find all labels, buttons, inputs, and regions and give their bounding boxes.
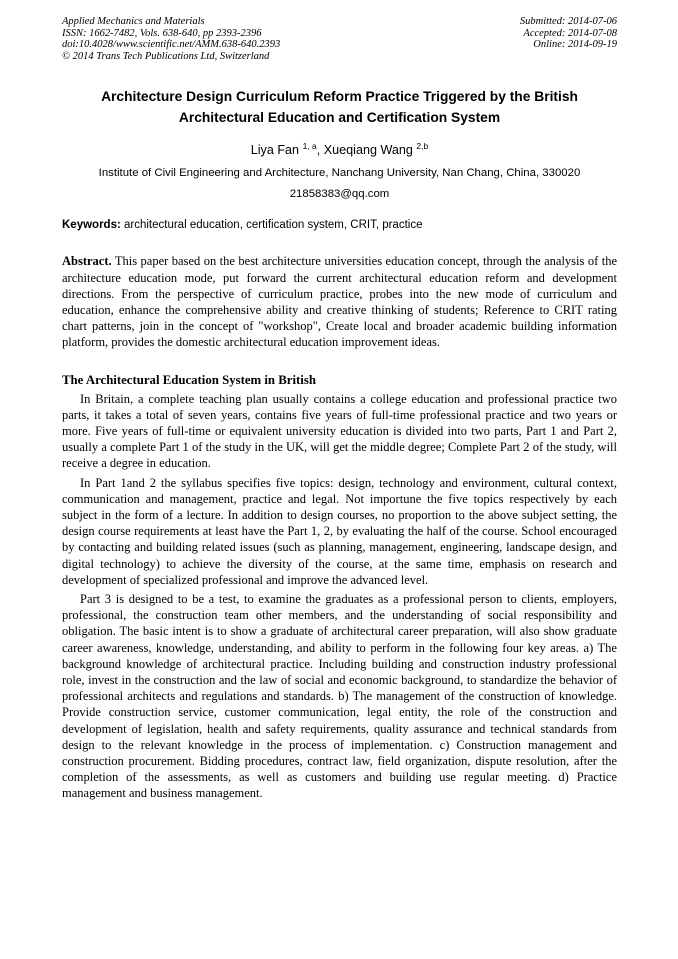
journal-issn: ISSN: 1662-7482, Vols. 638-640, pp 2393-2396 [62, 27, 262, 39]
online-date: Online: 2014-09-19 [533, 39, 617, 51]
abstract-text: This paper based on the best architecture universities education concept, through the analysis of the architecture education mode, put forward the current architectural education reform and development directions. From the perspective of curriculum practice, probes into the new mode of curriculum and education, enhance the comprehensive ability and creative thinking of students; Reference to CRIT rating chart patterns, join in the concept of "workshop", Create local and broader academic building information platform, provides the domestic architectural education improvement ideas. [62, 254, 617, 350]
affiliation-line: Institute of Civil Engineering and Architecture, Nanchang University, Nan Chang, China, 330020 [98, 167, 581, 180]
author-1-superscript: 1, a [302, 141, 317, 152]
abstract-label: Abstract. [62, 254, 112, 269]
accepted-date: Accepted: 2014-07-08 [523, 27, 617, 39]
journal-title: Applied Mechanics and Materials [62, 16, 205, 27]
authors-line [62, 143, 617, 157]
keywords-label: Keywords: [62, 219, 121, 232]
section-heading: The Architectural Education System in British [62, 372, 316, 387]
journal-info [62, 16, 280, 62]
abstract-paragraph [62, 253, 617, 350]
page-header [62, 16, 617, 62]
submitted-date: Submitted: 2014-07-06 [519, 16, 617, 27]
author-separator: , [316, 143, 324, 158]
journal-copyright: © 2014 Trans Tech Publications Ltd, Switzerland [62, 50, 270, 62]
author-1: Liya Fan [250, 143, 303, 158]
journal-doi: doi:10.4028/www.scientific.net/AMM.638-640.2393 [62, 39, 281, 51]
submission-dates [520, 16, 617, 62]
author-2: Xueqiang Wang [323, 143, 417, 158]
body-paragraph-1: In Britain, a complete teaching plan usually contains a college education and professional practice two parts, it takes a total of seven years, contains five years of full-time professional practice and two years or more. Five years of full-time or equivalent university education is divided into two parts, Part 1 and Part 2, usually a complete Part 1 of the study in the UK, will get the middle degree; Complete Part 2 of the study, will receive a degree in education. [62, 391, 617, 471]
keywords-text: architectural education, certification system, CRIT, practice [120, 219, 423, 232]
body-paragraph-2: In Part 1and 2 the syllabus specifies five topics: design, technology and environment, cultural context, communication and management, practice and legal. Not importune the five topics respectively by each subject in the form of a lecture. In addition to design courses, no proportion to the above subject setting, the design course requirements at least have the Part 1, 2, by evaluating the half of the course. School encouraged by contacting and building related issues (such as planning, management, engineering, landscape design, and digital technology) to achieve the diversity of the course, at the same time, emphasis on research and development of specialized professional and improve the advanced level. [62, 475, 617, 587]
body-paragraph-3: Part 3 is designed to be a test, to examine the graduates as a professional person to clients, employers, professional, the construction team other members, and the understanding of social responsibility and obligation. The basic intent is to show a graduate of architectural career preparation, will also show graduate career awareness, knowledge, understanding, and ability to perform in the following four key areas. a) The background knowledge of architectural practice. Including building and construction industry professional role, invest in the construction and the law of social and economic background, to standardize the behavior of professional architects and regulations and standards. b) The management of the construction of knowledge. Provide construction service, customer communication, legal entity, the role of the construction and development of legislation, health and safety requirements, quality assurance and technical standards from design to the relevant knowledge in the process of implementation. c) Construction management and construction procurement. Bidding procedures, contract law, field organization, dispute resolution, after the completion of the assessments, as well as customers and building use regular meeting. d) Practice management and business management. [62, 592, 617, 801]
author-2-superscript: 2,b [416, 141, 429, 152]
email-line: 21858383@qq.com [289, 188, 390, 201]
keywords-line [62, 218, 617, 232]
paper-title: Architecture Design Curriculum Reform Practice Triggered by the British Architectural Education and Certification System [101, 89, 578, 126]
